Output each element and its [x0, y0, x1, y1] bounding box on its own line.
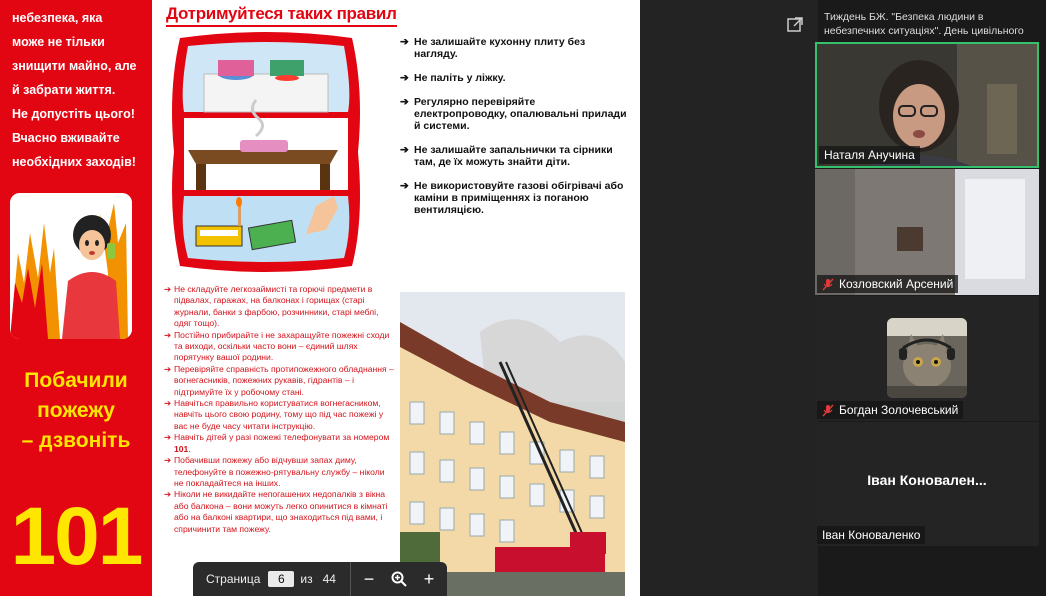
zoom-magnifier-icon	[391, 571, 407, 587]
arrow-right-icon: ➔	[400, 36, 409, 48]
participant-tile[interactable]	[815, 422, 1039, 546]
rule-text: Не використовуйте газові обігрівачі або каміни в приміщеннях із поганою вентиляцією.	[414, 180, 624, 216]
safety-rule	[400, 36, 630, 60]
safety-rule	[400, 180, 630, 216]
arrow-right-icon: ➔	[164, 489, 172, 500]
list-item-text: Побачивши пожежу або відчувши запах диму, телефонуйте в пожежно-рятувальну службу – ніколи не покладайтеся на інших.	[174, 455, 385, 488]
arrow-right-icon: ➔	[164, 284, 172, 294]
participant-tile[interactable]	[815, 169, 1039, 295]
call-slogan	[6, 366, 146, 456]
arrow-right-icon: ➔	[400, 180, 409, 192]
toolbar-divider	[350, 562, 351, 596]
pop-out-button[interactable]	[786, 16, 804, 34]
woman-on-phone-illustration	[10, 193, 132, 339]
fire-truck-photo	[400, 292, 625, 596]
participant-name: Богдан Золочевський	[839, 403, 959, 417]
page-title: Дотримуйтеся таких правил	[166, 4, 397, 27]
participant-name: Козловский Арсений	[839, 277, 954, 291]
total-pages: 44	[322, 572, 336, 586]
safety-rule	[400, 72, 630, 84]
participant-name-tag	[817, 275, 958, 293]
mic-muted-icon	[822, 404, 834, 417]
arrow-right-icon: ➔	[400, 96, 409, 108]
list-item-text: Навчіть дітей у разі пожежі телефонувати за номером	[174, 432, 390, 443]
warning-text	[12, 6, 148, 174]
emergency-number-inline: 101	[174, 443, 189, 454]
arrow-right-icon: ➔	[164, 398, 172, 409]
zoom-out-button[interactable]: −	[363, 568, 375, 589]
warning-line: й забрати життя.	[12, 83, 116, 97]
page-label: Страница	[206, 572, 261, 586]
participant-tile-active-speaker[interactable]	[815, 42, 1039, 168]
rule-text: Регулярно перевіряйте електропроводку, опалювальні прилади й системи.	[414, 96, 627, 132]
list-item-text: Постійно прибирайте і не захаращуйте пожежні сходи та виходи, оскільки часто вони – єдиний шлях порятунку вашої родини.	[174, 329, 390, 363]
mic-muted-icon	[822, 278, 834, 291]
list-item	[164, 284, 394, 330]
participant-name-tag	[817, 526, 925, 544]
participant-name-tag	[819, 146, 920, 164]
zoom-in-button[interactable]: +	[423, 568, 435, 589]
page-navigation-toolbar	[193, 562, 447, 596]
warning-line: Вчасно вживайте	[12, 131, 120, 145]
warning-line: небезпека, яка	[12, 11, 103, 25]
fire-prevention-list	[164, 284, 394, 535]
slogan-line: пожежу	[37, 399, 115, 422]
of-label: из	[300, 572, 313, 586]
arrow-right-icon: ➔	[164, 363, 172, 374]
list-item-text: Ніколи не викидайте непогашених недопалків з вікна або балкона – вони можуть легко опинитися в кімнаті або на балконі квартири, що знаходиться під вами, і спричинити там пожежу.	[174, 489, 388, 534]
rule-text: Не залишайте кухонну плиту без нагляду.	[414, 36, 586, 60]
participant-display-name: Іван Коновален...	[867, 472, 987, 488]
safety-rules-list	[400, 36, 630, 228]
meeting-title: Тиждень БЖ. "Безпека людини в небезпечних ситуаціях". День цивільного	[824, 11, 1024, 37]
rule-text: Не залишайте запальнички та сірники там, де їх можуть знайти діти.	[414, 144, 613, 168]
rule-text: Не паліть у ліжку.	[414, 72, 506, 84]
arrow-right-icon: ➔	[400, 72, 409, 84]
participant-avatar-cat	[887, 318, 967, 398]
warning-line: Не допустіть цього!	[12, 107, 135, 121]
external-link-icon	[786, 16, 804, 34]
warning-line: необхідних заходів!	[12, 155, 136, 169]
list-item-text: Перевіряйте справність протипожежного обладнання – вогнегасників, пожежних рукавів, гідрантів – і підтримуйте їх у робочому стані.	[174, 363, 394, 397]
arrow-right-icon: ➔	[164, 455, 172, 466]
list-item	[164, 364, 394, 398]
document-page	[152, 0, 640, 596]
participant-name-tag	[817, 401, 963, 419]
page-number-input[interactable]: 6	[268, 571, 294, 587]
participant-name: Наталя Анучина	[824, 148, 915, 162]
safety-rule	[400, 144, 630, 168]
arrow-right-icon: ➔	[400, 144, 409, 156]
list-item-text: Не складуйте легкозаймисті та горючі предмети в підвалах, гаражах, на балконах і горищах (старі журнали, банки з фарбою, розчинники, старі меблі, одяг тощо).	[174, 284, 379, 329]
list-item	[164, 489, 394, 535]
arrow-right-icon: ➔	[164, 329, 172, 340]
zoom-icon-button[interactable]	[384, 562, 414, 596]
warning-line: може не тільки	[12, 35, 105, 49]
participant-name: Іван Коноваленко	[822, 528, 921, 542]
kitchen-safety-illustration	[166, 30, 366, 274]
arrow-right-icon: ➔	[164, 432, 172, 443]
list-item-text: Навчіться правильно користуватися вогнегасником, навчіть цього свою родину, тому що під час пожежі у вас не буде часу читати інструкцію.	[174, 398, 384, 431]
slogan-line: – дзвоніть	[21, 429, 131, 452]
list-item: ➔ Навчіть дітей у разі пожежі телефонувати за номером 101.	[164, 432, 390, 454]
warning-line: знищити майно, але	[12, 59, 137, 73]
slogan-line: Побачили	[24, 369, 128, 392]
list-item	[164, 330, 394, 364]
emergency-number: 101	[10, 491, 142, 582]
list-item	[164, 398, 394, 432]
safety-rule	[400, 96, 630, 132]
participant-tile[interactable]	[815, 296, 1039, 421]
list-item	[164, 455, 394, 489]
red-info-panel	[0, 0, 152, 596]
